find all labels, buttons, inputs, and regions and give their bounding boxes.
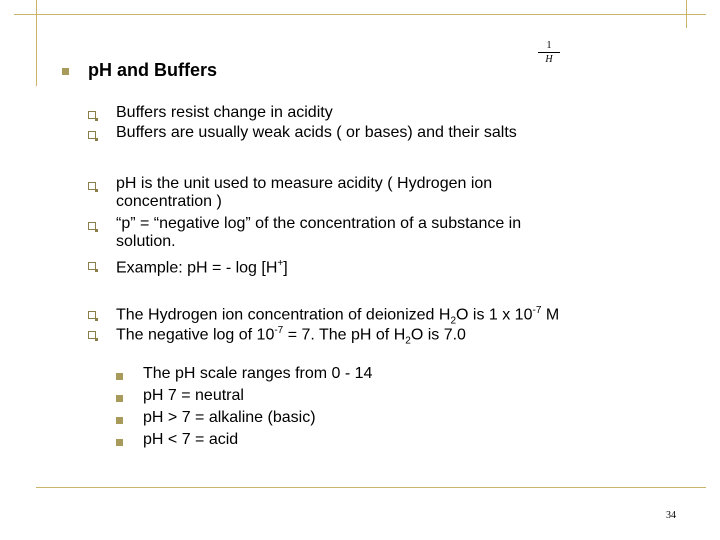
slide-title: pH and Buffers [88, 60, 218, 80]
hollow-bullet-icon [88, 182, 96, 190]
bullet-text: Buffers are usually weak acids ( or bases) and their salts [116, 124, 517, 141]
fraction-denominator: H [545, 54, 553, 65]
neglog-part1: The negative log of 10 [116, 326, 275, 344]
scale-item: The pH scale ranges from 0 - 14 [143, 365, 373, 382]
bullet-text: Buffers resist change in acidity [116, 104, 333, 121]
hollow-bullet-icon [88, 111, 96, 119]
page-number: 34 [666, 510, 676, 521]
square-bullet-icon [116, 417, 123, 424]
hydrogen-part3: M [541, 306, 560, 324]
neglog-part3: O is 7.0 [410, 326, 466, 344]
neglog-superscript: -7 [274, 325, 284, 336]
hollow-bullet-icon [88, 331, 96, 339]
bullet-text: pH is the unit used to measure acidity ( Hydrogen ion [116, 175, 493, 192]
right-rule [686, 0, 687, 28]
scale-item: pH > 7 = alkaline (basic) [143, 409, 316, 426]
hollow-bullet-icon [88, 131, 96, 139]
bullet-text-continued: concentration ) [116, 193, 222, 210]
example-text: Example: pH = - log [H [116, 259, 278, 277]
fraction-formula [538, 40, 560, 65]
hydrogen-subscript: 2 [450, 315, 456, 327]
neglog-subscript: 2 [405, 335, 411, 347]
square-bullet-icon [116, 373, 123, 380]
top-rule [14, 14, 706, 15]
fraction-numerator: 1 [546, 40, 552, 51]
hollow-bullet-icon [88, 311, 96, 319]
scale-item: pH 7 = neutral [143, 387, 244, 404]
scale-item: pH < 7 = acid [143, 431, 239, 448]
fraction-bar [538, 52, 560, 53]
hydrogen-superscript: -7 [532, 305, 542, 316]
square-bullet-icon [116, 439, 123, 446]
negative-log-text [116, 321, 466, 351]
hydrogen-part1: The Hydrogen ion concentration of deionized H [116, 306, 451, 324]
example-bracket: ] [283, 259, 288, 277]
title-bullet-icon [62, 68, 69, 75]
bullet-text: “p” = “negative log” of the concentration of a substance in [116, 215, 522, 232]
bottom-rule [36, 487, 706, 488]
hydrogen-part2: O is 1 x 10 [456, 306, 533, 324]
neglog-part2: = 7. The pH of H [283, 326, 406, 344]
hollow-bullet-icon [88, 262, 96, 270]
bullet-text-example [116, 254, 288, 277]
bullet-text-continued: solution. [116, 233, 176, 250]
square-bullet-icon [116, 395, 123, 402]
left-rule [36, 0, 37, 86]
example-superscript: + [277, 258, 284, 269]
hollow-bullet-icon [88, 222, 96, 230]
